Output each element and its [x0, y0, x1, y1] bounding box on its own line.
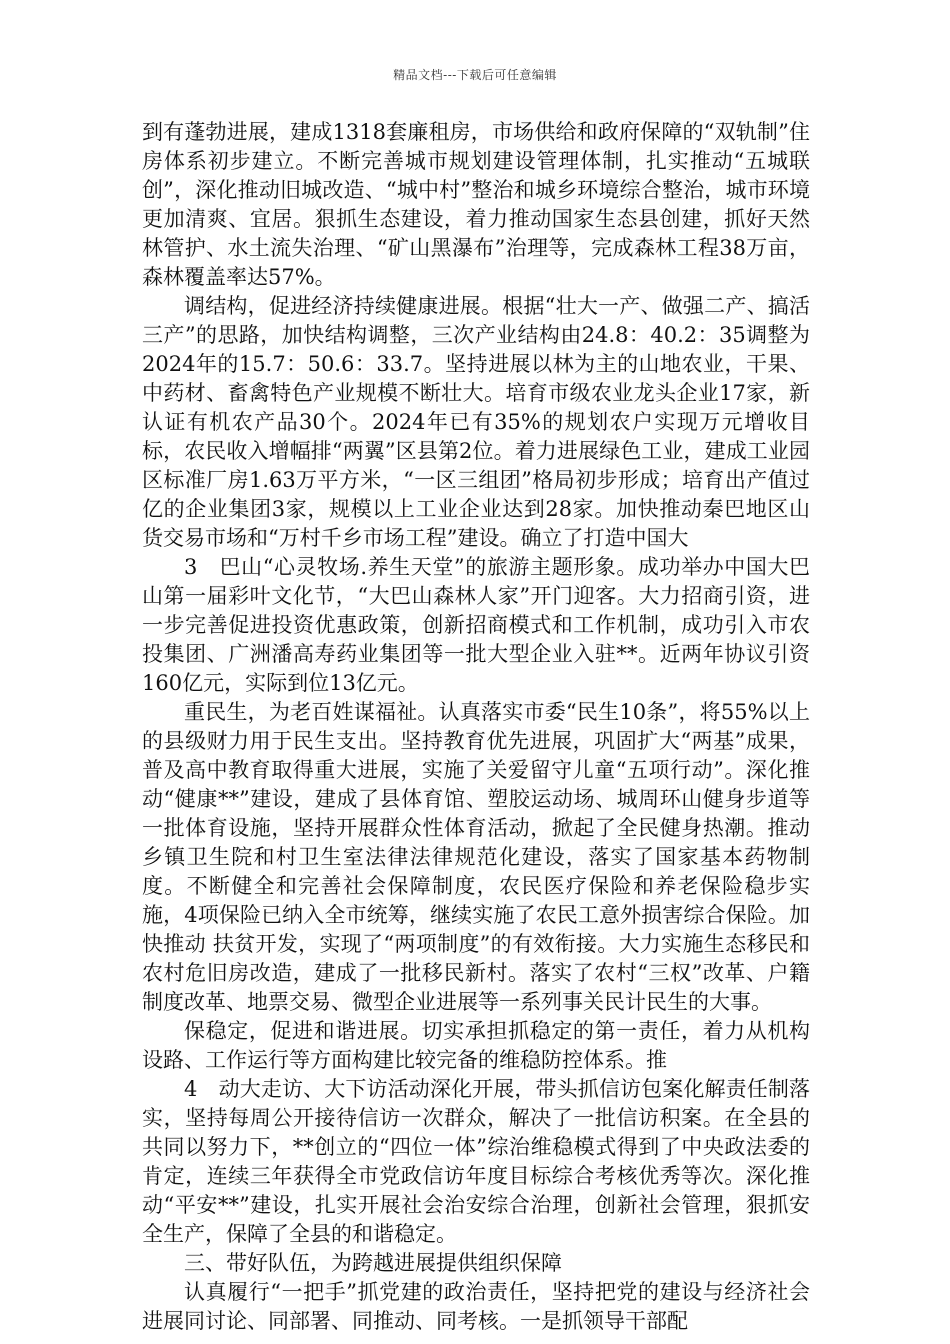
paragraph-tourism-investment: 3 巴山“心灵牧场.养生天堂”的旅游主题形象。成功举办中国大巴山第一届彩叶文化节，“大巴山森林人家”开门迎客。大力招商引资，进一步完善促进投资优惠政策，创新招商模式和工作机制，成功引入市农投集团、广洲潘高寿药业集团等一批大型企业入驻**。近两年协议引资160亿元，实际到位13亿元。 — [142, 555, 810, 695]
paragraph-stability: 保稳定，促进和谐进展。切实承担抓稳定的第一责任，着力从机构设路、工作运行等方面构建比较完备的维稳防控体系。推 — [142, 1019, 810, 1072]
paragraph-party-building: 认真履行“一把手”抓党建的政治责任，坚持把党的建设与经济社会进展同讨论、同部署、同推动、同考核。一是抓领导干部配 — [142, 1280, 810, 1333]
page-header: 精品文档---下载后可任意编辑 — [393, 68, 557, 82]
section-heading-team: 三、带好队伍，为跨越进展提供组织保障 — [184, 1251, 562, 1275]
document-body — [142, 118, 810, 1336]
paragraph-housing-environment: 到有蓬勃进展，建成1318套廉租房，市场供给和政府保障的“双轨制”住房体系初步建立。不断完善城市规划建设管理体制，扎实推动“五城联创”，深化推动旧城改造、“城中村”整治和城乡环境综合整治，城市环境更加清爽、宜居。狠抓生态建设，着力推动国家生态县创建，抓好天然林管护、水土流失治理、“矿山黑瀑布”治理等，完成森林工程38万亩，森林覆盖率达57%。 — [142, 120, 810, 289]
paragraph-adjust-structure: 调结构，促进经济持续健康进展。根据“壮大一产、做强二产、搞活三产”的思路，加快结构调整，三次产业结构由24.8：40.2：35调整为2024年的15.7：50.6：33.7。坚持进展以林为主的山地农业，干果、中药材、畜禽特色产业规模不断壮大。培育市级农业龙头企业17家，新认证有机农产品30个。2024年已有35%的规划农户实现万元增收目标，农民收入增幅排“两翼”区县第2位。着力进展绿色工业，建成工业园区标准厂房1.63万平方米，“一区三组团”格局初步形成；培育出产值过亿的企业集团3家，规模以上工业企业达到28家。加快推动秦巴地区山货交易市场和“万村千乡市场工程”建设。确立了打造中国大 — [142, 294, 810, 550]
paragraph-livelihood: 重民生，为老百姓谋福祉。认真落实市委“民生10条”，将55%以上的县级财力用于民生支出。坚持教育优先进展，巩固扩大“两基”成果，普及高中教育取得重大进展，实施了关爱留守儿童“五项行动”。深化推动“健康**”建设，建成了县体育馆、塑胶运动场、城周环山健身步道等一批体育设施，坚持开展群众性体育活动，掀起了全民健身热潮。推动乡镇卫生院和村卫生室法律法律规范化建设，落实了国家基本药物制度。不断健全和完善社会保障制度，农民医疗保险和养老保险稳步实施，4项保险已纳入全市统筹，继续实施了农民工意外损害综合保险。加快推动 扶贫开发，实现了“两项制度”的有效衔接。大力实施生态移民和农村危旧房改造，建成了一批移民新村。落实了农村“三权”改革、户籍制度改革、地票交易、微型企业进展等一系列事关民计民生的大事。 — [142, 700, 810, 1014]
paragraph-petitions: 4 动大走访、大下访活动深化开展，带头抓信访包案化解责任制落实，坚持每周公开接待信访一次群众，解决了一批信访积案。在全县的共同以努力下，**创立的“四位一体”综治维稳模式得到了中央政法委的肯定，连续三年获得全市党政信访年度目标综合考核优秀等次。深化推动“平安**”建设，扎实开展社会治安综合治理，创新社会管理，狠抓安全生产，保障了全县的和谐稳定。 — [142, 1077, 810, 1246]
